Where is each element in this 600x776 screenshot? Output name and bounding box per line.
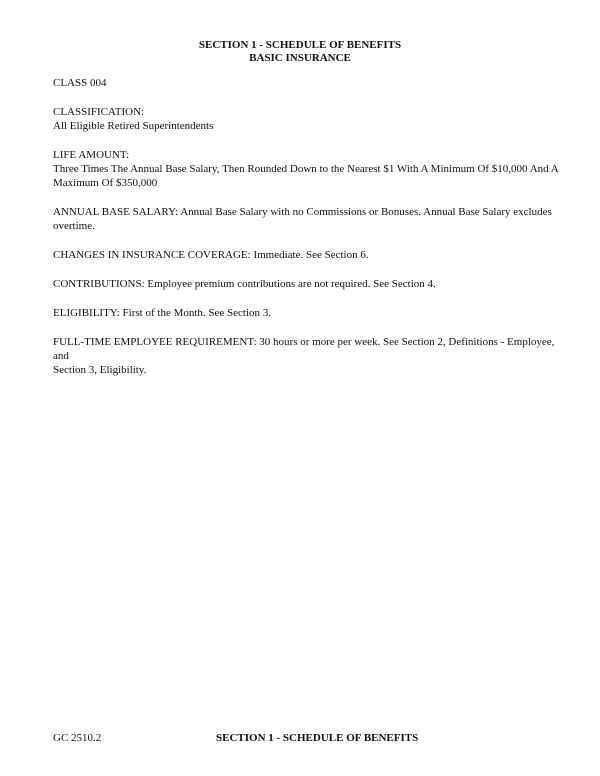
- life-amount-paragraph: [53, 148, 565, 190]
- classification-paragraph: [53, 105, 565, 133]
- life-amount-line-2: Maximum Of $350,000: [53, 177, 158, 189]
- full-time-requirement-paragraph: [53, 335, 565, 377]
- class-label: CLASS 004: [53, 77, 107, 89]
- page-title: SECTION 1 - SCHEDULE OF BENEFITS: [198, 39, 402, 51]
- classification-label: CLASSIFICATION:: [53, 106, 145, 118]
- annual-base-salary-line-1: ANNUAL BASE SALARY: Annual Base Salary with no Commissions or Bonuses. Annual Base Salary excludes: [53, 206, 552, 218]
- eligibility-paragraph: ELIGIBILITY: First of the Month. See Section 3.: [53, 307, 272, 319]
- footer-section-title: SECTION 1 - SCHEDULE OF BENEFITS: [216, 732, 419, 744]
- annual-base-salary-line-2: overtime.: [53, 220, 95, 232]
- document-body: [53, 76, 565, 392]
- changes-in-coverage-paragraph: CHANGES IN INSURANCE COVERAGE: Immediate. See Section 6.: [53, 249, 369, 261]
- annual-base-salary-paragraph: [53, 205, 565, 233]
- contributions-paragraph: CONTRIBUTIONS: Employee premium contributions are not required. See Section 4.: [53, 278, 436, 290]
- life-amount-line-1: Three Times The Annual Base Salary, Then Rounded Down to the Nearest $1 With A Minimum Of $10,000 And A: [53, 163, 559, 175]
- page-subtitle: BASIC INSURANCE: [249, 52, 351, 64]
- form-number: GC 2510.2: [53, 732, 102, 744]
- page-heading: [0, 39, 600, 65]
- page-footer: [53, 731, 565, 745]
- life-amount-label: LIFE AMOUNT:: [53, 149, 130, 161]
- classification-value: All Eligible Retired Superintendents: [53, 120, 214, 132]
- full-time-requirement-line-1: FULL-TIME EMPLOYEE REQUIREMENT: 30 hours or more per week. See Section 2, Definitions - Employee, and: [53, 336, 555, 362]
- full-time-requirement-line-2: Section 3, Eligibility.: [53, 364, 147, 376]
